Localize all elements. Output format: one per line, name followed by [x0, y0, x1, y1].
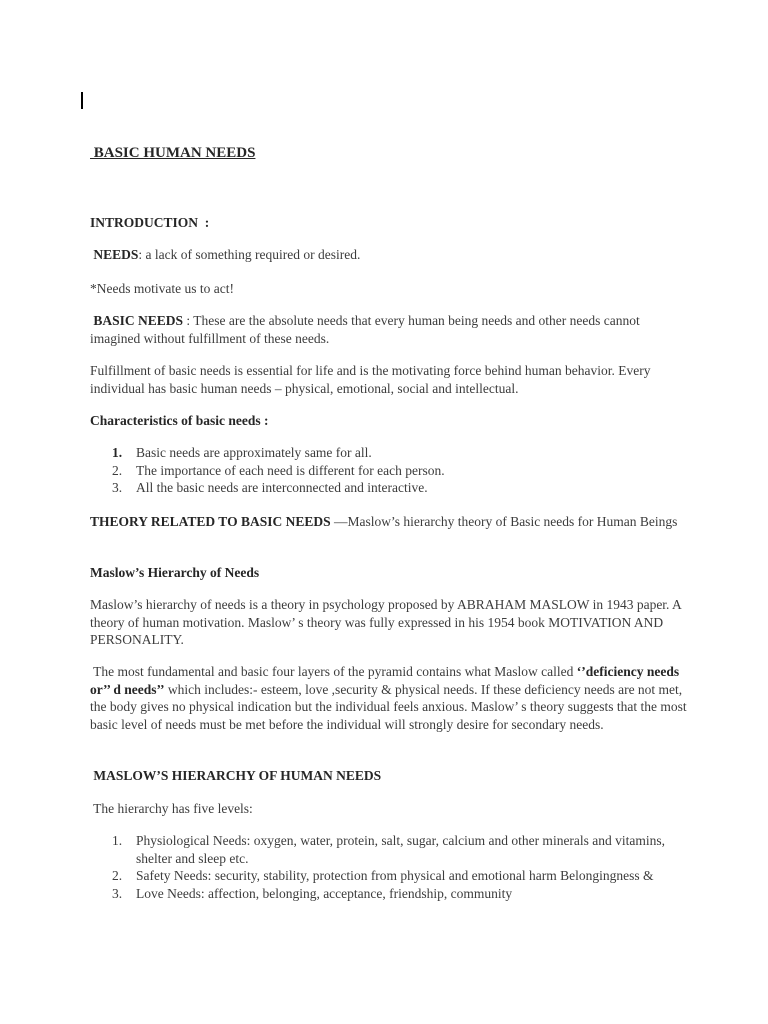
introduction-heading: INTRODUCTION :	[90, 215, 210, 230]
characteristics-list	[90, 444, 690, 497]
theory-text: —Maslow’s hierarchy theory of Basic needs for Human Beings	[333, 514, 678, 529]
theory-paragraph	[90, 513, 690, 531]
document-title: BASIC HUMAN NEEDS	[90, 145, 256, 161]
basic-needs-text: : These are the absolute needs that every human being needs and other needs cannot imagined without fulfillment of these needs.	[90, 313, 640, 346]
needs-label: NEEDS	[90, 247, 139, 262]
list-item-number: 2.	[112, 462, 123, 478]
list-item-text: All the basic needs are interconnected and interactive.	[136, 480, 428, 495]
list-item-text: Physiological Needs: oxygen, water, protein, salt, sugar, calcium and other minerals and vitamins, shelter and sleep etc.	[136, 833, 666, 866]
levels-intro: The hierarchy has five levels:	[90, 801, 253, 816]
maslow-p2-end: which includes:- esteem, love ,security & physical needs. If these deficiency needs are not met, the body gives no physical indication but the individual feels anxious. Maslow’ s theory suggests that the most basic level of needs must be met before the individual will strongly desire for secondary needs.	[90, 681, 687, 732]
list-item-text: The importance of each need is different for each person.	[136, 462, 445, 478]
list-item	[90, 462, 690, 480]
theory-label: THEORY RELATED TO BASIC NEEDS	[90, 514, 334, 529]
maslow-paragraph-2	[90, 663, 690, 733]
text-cursor	[81, 92, 83, 109]
basic-needs-definition	[90, 312, 690, 347]
needs-motivate-line: *Needs motivate us to act!	[90, 281, 234, 296]
maslow-p2-start: The most fundamental and basic four layers of the pyramid contains what Maslow called	[90, 664, 577, 679]
maslow-paragraph-1: Maslow’s hierarchy of needs is a theory in psychology proposed by ABRAHAM MASLOW in 1943 paper. A theory of human motivation. Maslow’ s theory was fully expressed in his 1954 book MOTIVATION AND PERSONALITY.	[90, 597, 682, 647]
list-item-text: Safety Needs: security, stability, protection from physical and emotional harm Belongingness &	[136, 868, 654, 883]
characteristics-heading: Characteristics of basic needs :	[90, 413, 269, 428]
fulfillment-paragraph: Fulfillment of basic needs is essential for life and is the motivating force behind human behavior. Every individual has basic human needs – physical, emotional, social and intellectual.	[90, 363, 651, 396]
deficiency-needs-term: ‘’deficiency needs or’’ d needs’’	[90, 664, 680, 697]
list-item	[90, 885, 690, 903]
levels-list	[90, 832, 690, 902]
list-item-number: 1.	[112, 445, 123, 460]
list-item-number: 2.	[112, 868, 123, 883]
list-item	[90, 479, 690, 497]
list-item-number: 1.	[112, 833, 123, 848]
list-item	[90, 832, 690, 867]
maslow-heading: Maslow’s Hierarchy of Needs	[90, 565, 260, 580]
hierarchy-heading: MASLOW’S HIERARCHY OF HUMAN NEEDS	[90, 768, 382, 783]
list-item-text: Basic needs are approximately same for all.	[136, 445, 372, 460]
needs-definition	[90, 246, 690, 264]
list-item-number: 3.	[112, 885, 123, 901]
needs-text: : a lack of something required or desired.	[138, 247, 361, 262]
list-item-number: 3.	[112, 480, 123, 495]
list-item	[90, 444, 690, 462]
basic-needs-label: BASIC NEEDS	[90, 313, 187, 328]
list-item-text: Love Needs: affection, belonging, acceptance, friendship, community	[136, 885, 513, 901]
list-item	[90, 867, 690, 885]
